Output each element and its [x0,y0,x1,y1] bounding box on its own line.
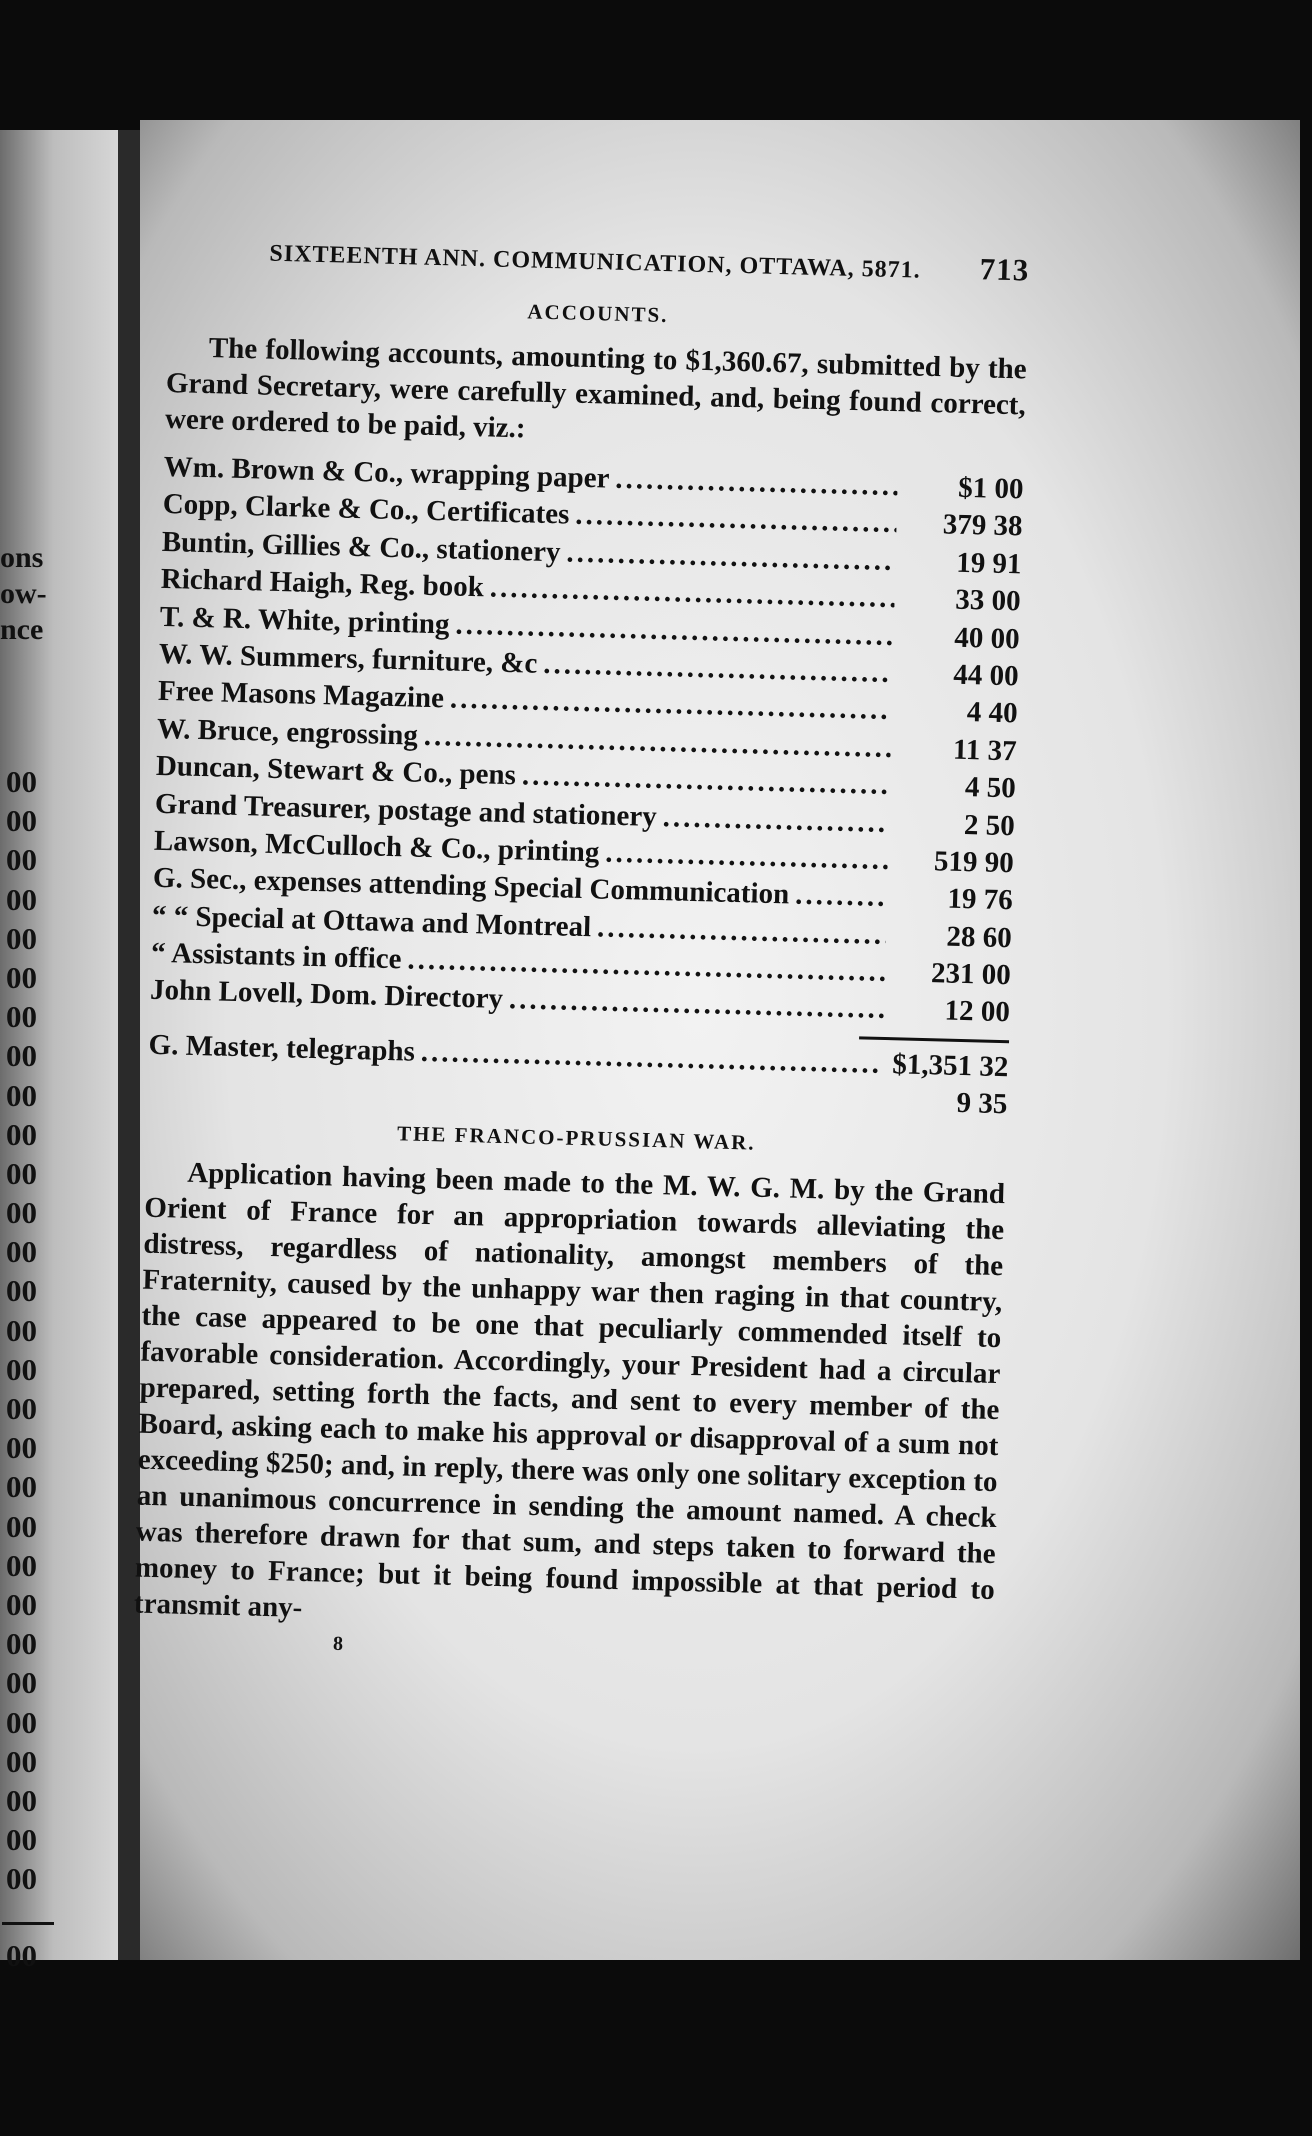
previous-page-number: 00 [6,1273,37,1309]
account-amount: 2 50 [963,808,1016,842]
account-amount: 19 91 [955,546,1022,581]
previous-page-number: 00 [6,1665,37,1701]
telegraph-amount: 9 35 [956,1087,1008,1121]
account-name: Free Masons Magazine [157,675,445,715]
previous-page-word: ow- [0,577,47,610]
previous-page-number: 00 [6,1626,37,1662]
page-text [133,230,1030,1673]
account-amount: 519 90 [933,845,1015,880]
previous-page-number: 00 [6,1743,37,1779]
previous-page-number: 00 [6,1704,37,1740]
account-amount: 4 40 [966,696,1019,730]
total-rule [859,1036,1009,1043]
previous-page-number: 00 [6,1077,37,1113]
account-name: Duncan, Stewart & Co., pens [155,749,517,792]
account-name: T. & R. White, printing [159,600,450,641]
previous-page-word: nce [0,613,44,646]
previous-page-number: 00 [6,1547,37,1583]
account-amount: 19 76 [947,882,1014,917]
war-heading: THE FRANCO-PRUSSIAN WAR. [396,1121,756,1155]
previous-page-number: 00 [6,1508,37,1544]
account-name: “ Assistants in office [150,936,402,976]
previous-page-number: 00 [6,1782,37,1818]
previous-page-number: 00 [6,1195,37,1231]
previous-page-number: 00 [6,881,37,917]
book-page [133,120,1300,1960]
previous-page-number: 00 [6,999,37,1035]
account-name: Lawson, McCulloch & Co., printing [153,824,600,869]
previous-page-number: 00 [6,1430,37,1466]
account-name: John Lovell, Dom. Directory [149,974,504,1016]
account-name: Copp, Clarke & Co., Certificates [162,488,570,531]
previous-page-number: 00 [6,842,37,878]
running-head [269,233,1030,289]
account-amount: 231 00 [930,957,1012,992]
previous-page-last-number: 00 [6,1938,37,1973]
previous-page-number: 00 [6,1312,37,1348]
previous-page-number: 00 [6,920,37,956]
account-name: Grand Treasurer, postage and stationery [154,787,658,833]
previous-page-word: ons [0,541,44,574]
account-amount: 28 60 [946,920,1013,954]
previous-page-words [0,540,60,648]
previous-page-rule [2,1922,54,1925]
total-row-label: G. Master, telegraphs [148,1028,416,1068]
leader-dots [795,877,888,916]
previous-page-number: 00 [6,1822,37,1858]
previous-page-number: 00 [6,803,37,839]
account-name: Wm. Brown & Co., wrapping paper [163,450,610,495]
account-name: G. Sec., expenses attending Special Communication [152,862,790,911]
previous-page-edge [0,130,118,1973]
previous-page-number: 00 [6,764,37,799]
previous-page-number: 00 [6,1861,37,1897]
leader-dots [662,799,889,842]
book-gutter [118,130,140,1960]
account-amount: 4 50 [964,771,1017,805]
previous-page-number: 00 [6,1391,37,1426]
account-amount: $1 00 [957,471,1024,506]
war-paragraph: Application having been made to the M. W. G. M. by the Grand Orient of France for an appropriation towards alleviating the distress, regardless of nationality, amongst members of the Fraternity, caused by the unhappy war then raging in that country, the case appeared to be one that peculiarly commended itself to favorable consideration. Accordingly, your President had a circular prepared, setting forth the facts, and sent to every member of the Board, asking each to make his approval or disapproval of a sum not exceeding $250; and, in reply, there was only one solitary exception to an unanimous concurrence in sending the amount named. A check was therefore drawn for that sum, and steps taken to forward the money to France; but it being found impossible at that period to transmit any- [133,1157,1006,1625]
account-name: Buntin, Gillies & Co., stationery [161,525,561,569]
accounts-intro: The following accounts, amounting to $1,360.67, submitted by the Grand Secretary, were carefully examined, and, being found correct, were ordered to be paid, viz.: [164,332,1028,445]
previous-page-number: 00 [6,1038,37,1074]
subtotal-amount: $1,351 32 [891,1048,1009,1084]
previous-page-number: 00 [6,1116,37,1152]
page-number: 713 [979,251,1030,288]
previous-page-number: 00 [6,1155,37,1191]
account-amount: 379 38 [942,508,1023,543]
previous-page-number: 00 [6,1586,37,1622]
previous-page-number: 00 [6,1234,37,1270]
account-name: Richard Haigh, Reg. book [160,563,485,604]
previous-page-numbers [6,762,66,1898]
account-amount: 33 00 [954,583,1021,618]
account-amount: 40 00 [953,621,1021,655]
signature-mark: 8 [332,1633,344,1656]
previous-page-number: 00 [6,1469,37,1505]
previous-page-number: 00 [6,959,37,995]
accounts-heading: ACCOUNTS. [527,299,669,328]
account-name: “ “ Special at Ottawa and Montreal [151,899,592,943]
previous-page-number: 00 [6,1351,37,1387]
account-name: W. Bruce, engrossing [156,712,419,752]
account-amount: 11 37 [952,733,1018,768]
running-title: SIXTEENTH ANN. COMMUNICATION, OTTAWA, 5871. [269,240,922,284]
account-amount: 44 00 [952,658,1020,693]
account-name: W. W. Summers, furniture, &c [158,637,538,680]
accounts-list [150,449,1024,1032]
account-amount: 12 00 [944,995,1011,1029]
